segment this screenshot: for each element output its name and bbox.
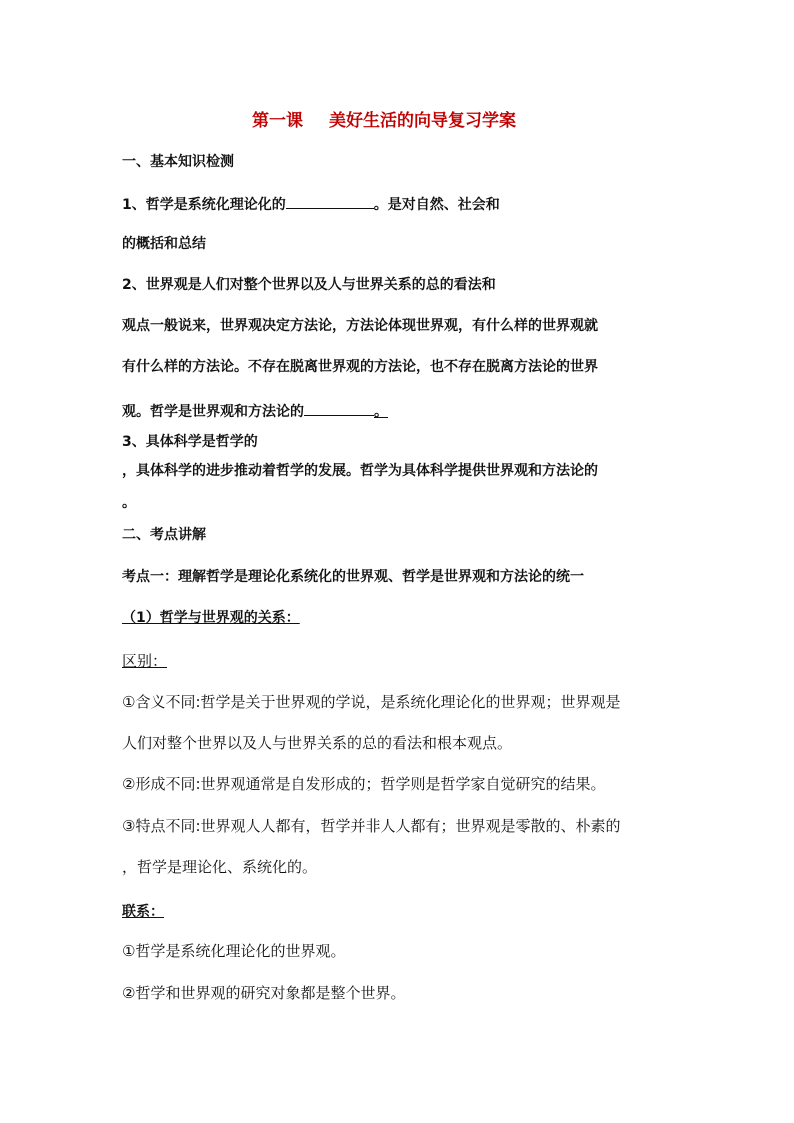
- title-lesson: 第一课: [252, 111, 303, 131]
- section-heading-basic-knowledge: 一、基本知识检测: [122, 154, 234, 170]
- question-1-line-2: 的概括和总结: [122, 236, 206, 252]
- question-1-line-1: [122, 194, 500, 214]
- question-3-line-1: 3、具体科学是哲学的: [122, 434, 258, 450]
- connection-label: 联系：: [122, 904, 164, 920]
- question-3-line-3: 。: [122, 495, 136, 511]
- fill-in-blank[interactable]: [304, 401, 374, 416]
- subheading-philosophy-worldview: （1）哲学与世界观的关系：: [122, 610, 300, 626]
- question-2-text-d: 观。哲学是世界观和方法论的: [122, 404, 304, 420]
- question-2-line-1: 2、世界观是人们对整个世界以及人与世界关系的总的看法和: [122, 277, 496, 293]
- fill-in-blank[interactable]: [286, 194, 374, 209]
- difference-label: 区别：: [122, 652, 168, 670]
- connection-1: ①哲学是系统化理论化的世界观。: [122, 942, 346, 960]
- difference-2: ②形成不同:世界观通常是自发形成的；哲学则是哲学家自觉研究的结果。: [122, 775, 606, 793]
- title-topic: 美好生活的向导复习学案: [329, 111, 516, 131]
- connection-2: ②哲学和世界观的研究对象都是整个世界。: [122, 984, 406, 1002]
- question-2-line-2: 观点一般说来，世界观决定方法论，方法论体现世界观，有什么样的世界观就: [122, 318, 598, 334]
- question-2-text-e: 。: [374, 404, 388, 420]
- question-2-line-4: [122, 401, 388, 421]
- section-heading-key-points: 二、考点讲解: [122, 527, 206, 543]
- key-point-1: 考点一：理解哲学是理论化系统化的世界观、哲学是世界观和方法论的统一: [122, 569, 584, 585]
- question-3-line-2: ，具体科学的进步推动着哲学的发展。哲学为具体科学提供世界观和方法论的: [122, 463, 598, 479]
- difference-3-line-1: ③特点不同:世界观人人都有，哲学并非人人都有；世界观是零散的、朴素的: [122, 817, 621, 835]
- difference-1-line-1: ①含义不同:哲学是关于世界观的学说，是系统化理论化的世界观；世界观是: [122, 693, 621, 711]
- question-2-line-3: 有什么样的方法论。不存在脱离世界观的方法论，也不存在脱离方法论的世界: [122, 359, 598, 375]
- difference-3-line-2: ，哲学是理论化、系统化的。: [122, 858, 318, 876]
- question-1-text-b: 。是对自然、社会和: [373, 197, 500, 213]
- page-title: [252, 106, 516, 131]
- difference-1-line-2: 人们对整个世界以及人与世界关系的总的看法和根本观点。: [122, 734, 513, 752]
- question-1-text-a: 1、哲学是系统化理论化的: [122, 197, 286, 213]
